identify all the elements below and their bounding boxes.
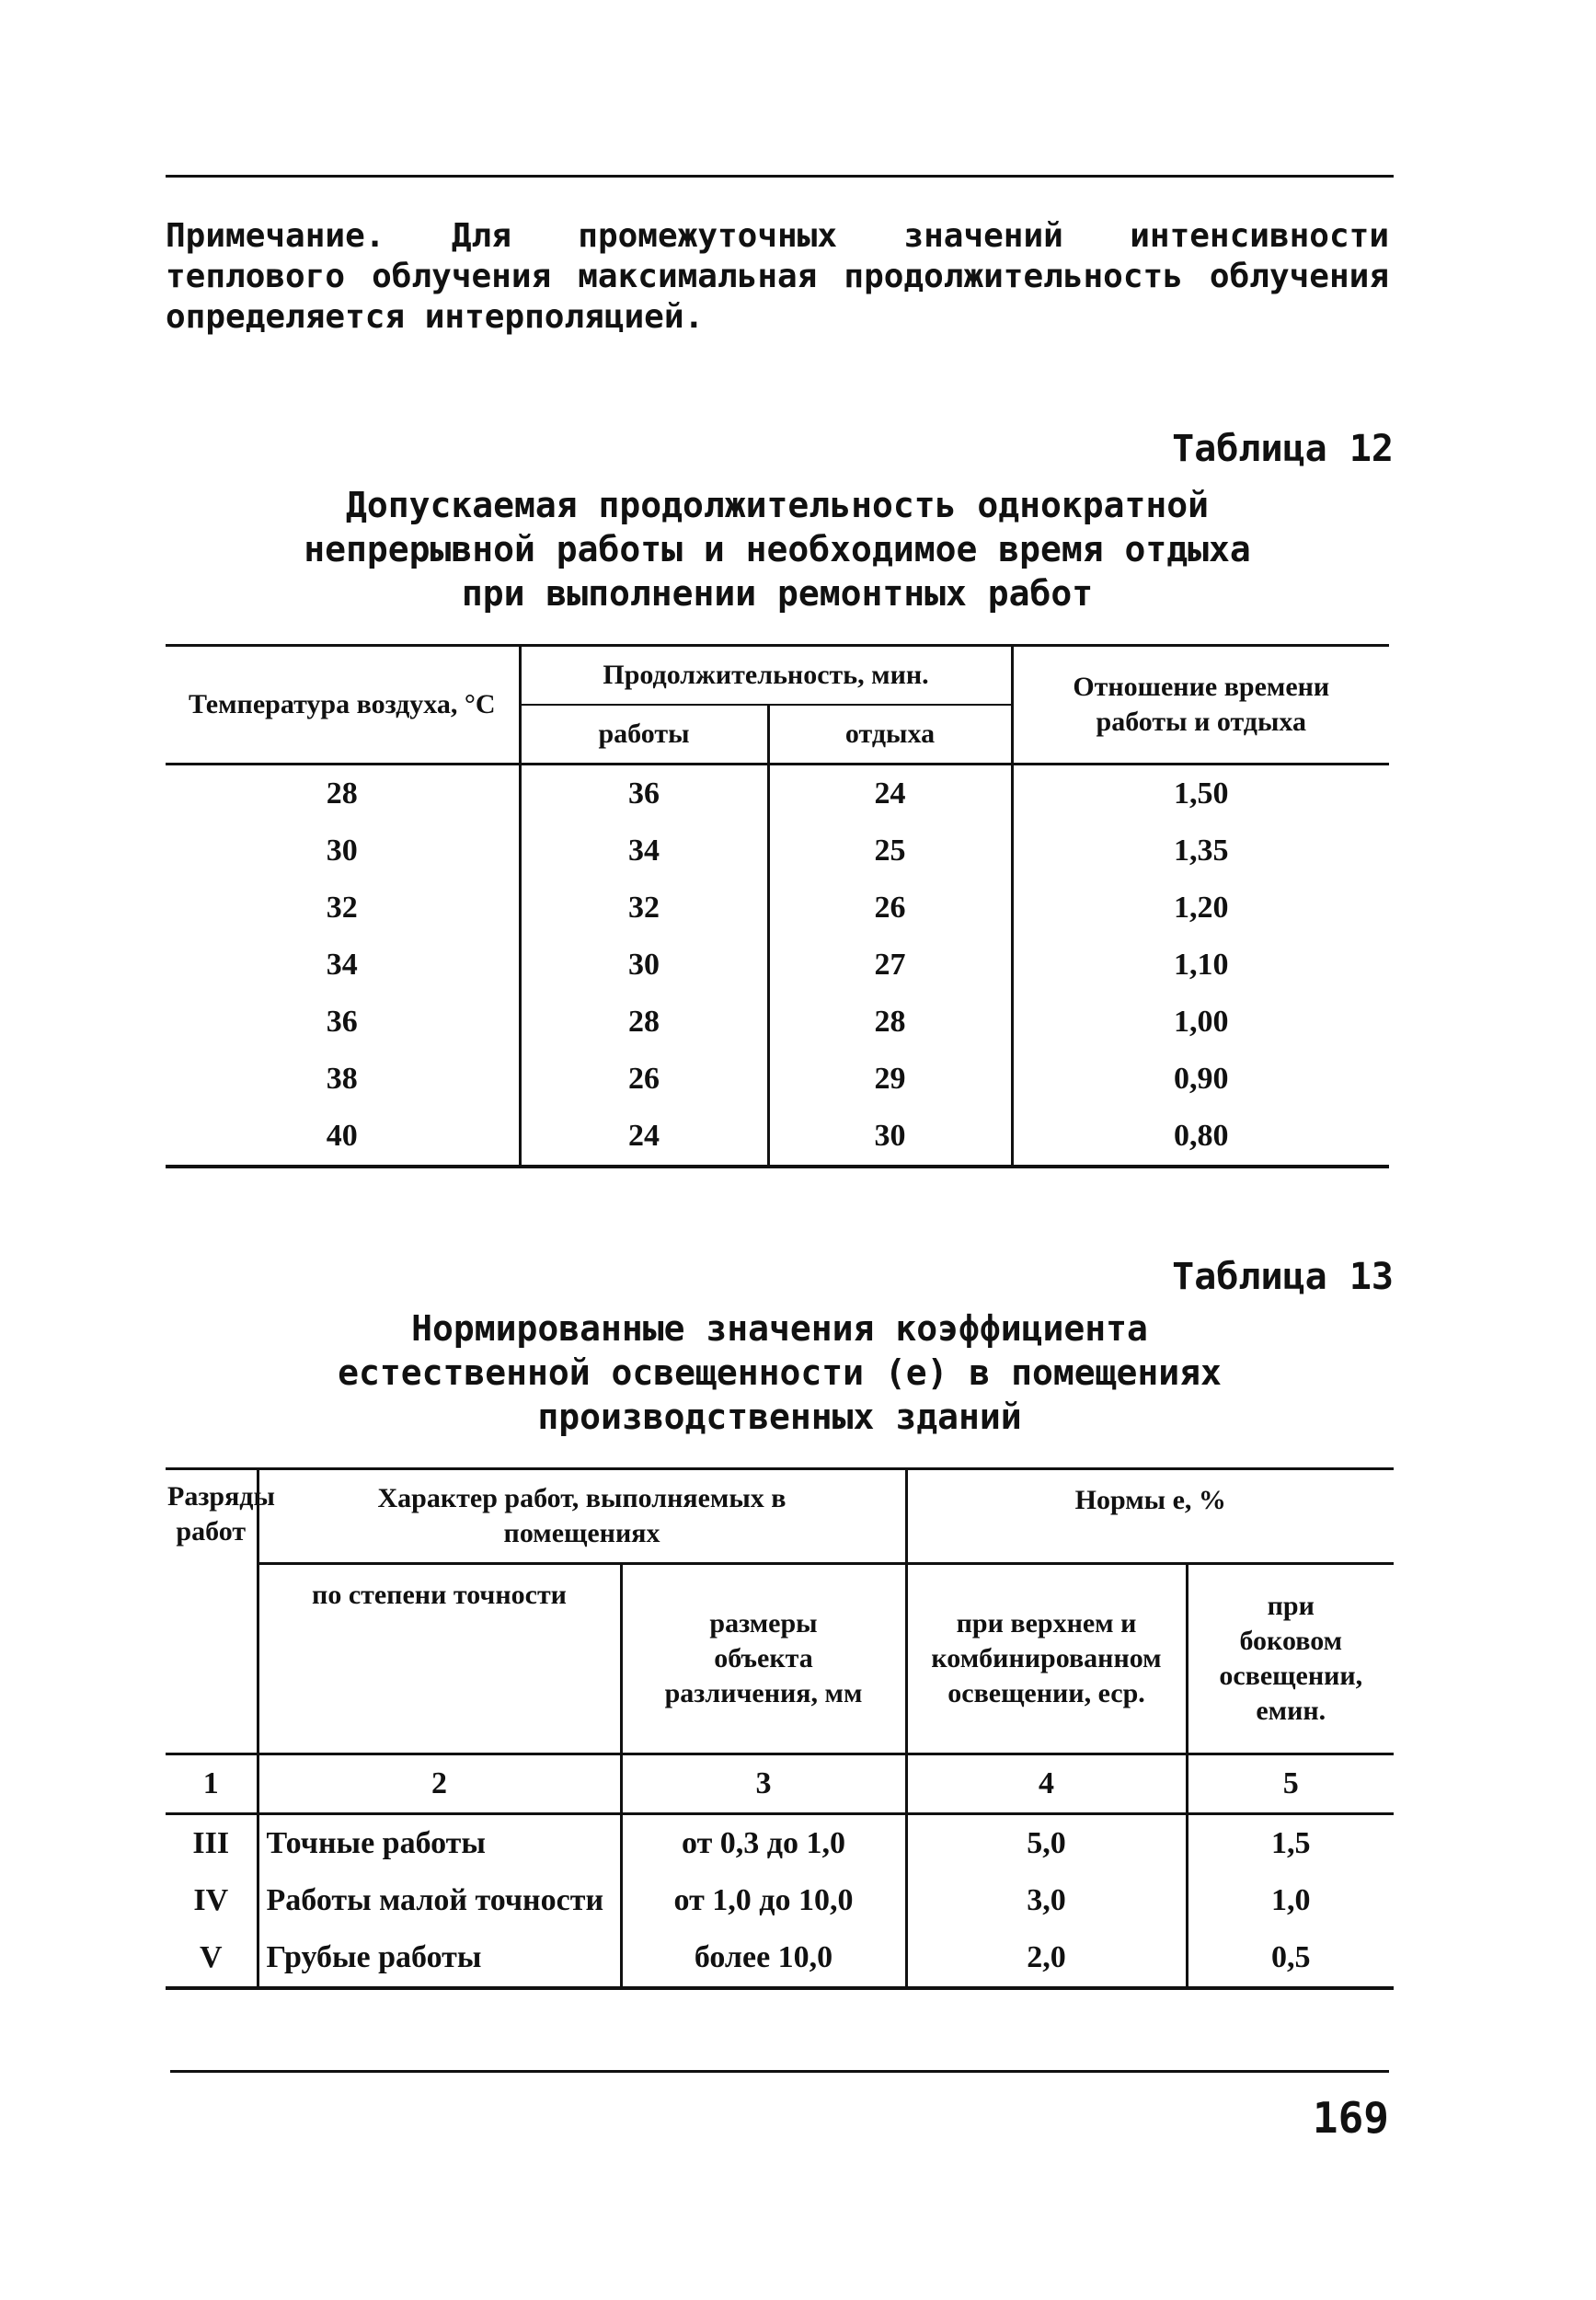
table-cell: 24 [520, 1108, 768, 1167]
table-cell: 30 [520, 937, 768, 994]
table-cell: 28 [326, 776, 358, 811]
table-row [166, 1108, 1389, 1167]
table-cell: 27 [768, 937, 1012, 994]
table13-caption-line: естественной освещенности (е) в помещениях [338, 1352, 1222, 1393]
table-cell: от 0,3 до 1,0 [621, 1814, 906, 1873]
note-text: Для промежуточных значений интенсивности теплового облучения максимальная продолжительность облучения определяется интерполяцией. [166, 217, 1389, 336]
table13-caption [166, 1306, 1394, 1439]
table12-header-duration: Продолжительность, мин. [520, 646, 1012, 706]
table-cell: 1,00 [1012, 994, 1389, 1051]
table-cell: 36 [326, 1005, 358, 1039]
table-cell: 1,20 [1012, 880, 1389, 937]
table13-header-category: Разряды работ [166, 1469, 258, 1754]
table-cell: 0,80 [1012, 1108, 1389, 1167]
table-cell: 1,5 [1187, 1814, 1394, 1873]
table-cell: 29 [768, 1051, 1012, 1108]
table12-number: Таблица 12 [1172, 428, 1394, 470]
table-cell: 34 [520, 822, 768, 880]
table13-header-norms: Нормы е, % [906, 1469, 1394, 1564]
table-cell: 25 [768, 822, 1012, 880]
table13-caption-line: Нормированные значения коэффициента [411, 1308, 1148, 1349]
table12-header-temp: Температура воздуха, °С [166, 646, 520, 765]
table-row [166, 1814, 1394, 1873]
table-row [166, 937, 1389, 994]
table12-caption [166, 483, 1389, 615]
table-cell: IV [193, 1883, 229, 1917]
table-cell: 4 [906, 1754, 1187, 1814]
table-cell: Работы малой точности [258, 1872, 621, 1929]
table-row [166, 994, 1389, 1051]
table-row [166, 1872, 1394, 1929]
table-cell: 34 [326, 948, 358, 982]
table-cell: 3,0 [906, 1872, 1187, 1929]
table13-header-side-light: при боковом освещении, емин. [1187, 1564, 1394, 1754]
table13-header-size: размеры объекта различения, мм [621, 1564, 906, 1754]
table-cell: 1,35 [1012, 822, 1389, 880]
table-cell: 30 [768, 1108, 1012, 1167]
table-cell: 0,5 [1187, 1929, 1394, 1988]
table-cell: 26 [520, 1051, 768, 1108]
table12-caption-line: Допускаемая продолжительность однократной [346, 485, 1209, 525]
table-row [166, 1051, 1389, 1108]
table-cell: от 1,0 до 10,0 [621, 1872, 906, 1929]
table-cell: 3 [621, 1754, 906, 1814]
table-cell: 1,10 [1012, 937, 1389, 994]
table-cell: 5,0 [906, 1814, 1187, 1873]
page-number: 169 [1312, 2093, 1389, 2143]
note-lead: Примечание. [166, 217, 385, 255]
table-cell: V [166, 1929, 258, 1988]
table-cell: 5 [1187, 1754, 1394, 1814]
table-row [166, 1929, 1394, 1988]
bottom-rule [170, 2070, 1389, 2073]
table-row [166, 822, 1389, 880]
top-rule [166, 175, 1394, 178]
table-cell: 24 [768, 765, 1012, 823]
table-cell: 1,50 [1012, 765, 1389, 823]
table13 [166, 1467, 1394, 1990]
table13-header-top-light: при верхнем и комбинированном освещении, еср. [906, 1564, 1187, 1754]
table-cell: 2,0 [906, 1929, 1187, 1988]
table-cell: 32 [326, 891, 358, 925]
table-cell: более 10,0 [621, 1929, 906, 1988]
table-cell: 36 [520, 765, 768, 823]
table-cell: 26 [768, 880, 1012, 937]
table13-caption-line: производственных зданий [537, 1397, 1022, 1437]
table12-header-work: работы [520, 705, 768, 765]
table-cell: 28 [520, 994, 768, 1051]
table12 [166, 644, 1389, 1168]
table-cell: 38 [326, 1062, 358, 1096]
table-cell: 1 [166, 1754, 258, 1814]
table12-header-ratio: Отношение времени работы и отдыха [1012, 646, 1389, 765]
table-cell: 0,90 [1012, 1051, 1389, 1108]
table13-header-character: Характер работ, выполняемых в помещениях [258, 1469, 906, 1564]
table12-header-rest: отдыха [768, 705, 1012, 765]
note-paragraph [166, 216, 1389, 338]
table-cell: 2 [258, 1754, 621, 1814]
table-cell: III [192, 1826, 230, 1860]
table-cell: Грубые работы [258, 1929, 621, 1988]
table-row [166, 880, 1389, 937]
table12-caption-line: непрерывной работы и необходимое время отдыха [304, 529, 1251, 569]
table-row [166, 765, 1389, 823]
table12-caption-line: при выполнении ремонтных работ [461, 573, 1094, 614]
table13-number: Таблица 13 [1172, 1256, 1394, 1298]
table-cell: 40 [166, 1108, 520, 1167]
table-cell: 28 [768, 994, 1012, 1051]
table-cell: 1,0 [1187, 1872, 1394, 1929]
table13-column-numbers [166, 1754, 1394, 1814]
table13-header-precision: по степени точности [258, 1564, 621, 1754]
table-cell: 30 [326, 834, 358, 868]
table-cell: Точные работы [258, 1814, 621, 1873]
table-cell: 32 [520, 880, 768, 937]
